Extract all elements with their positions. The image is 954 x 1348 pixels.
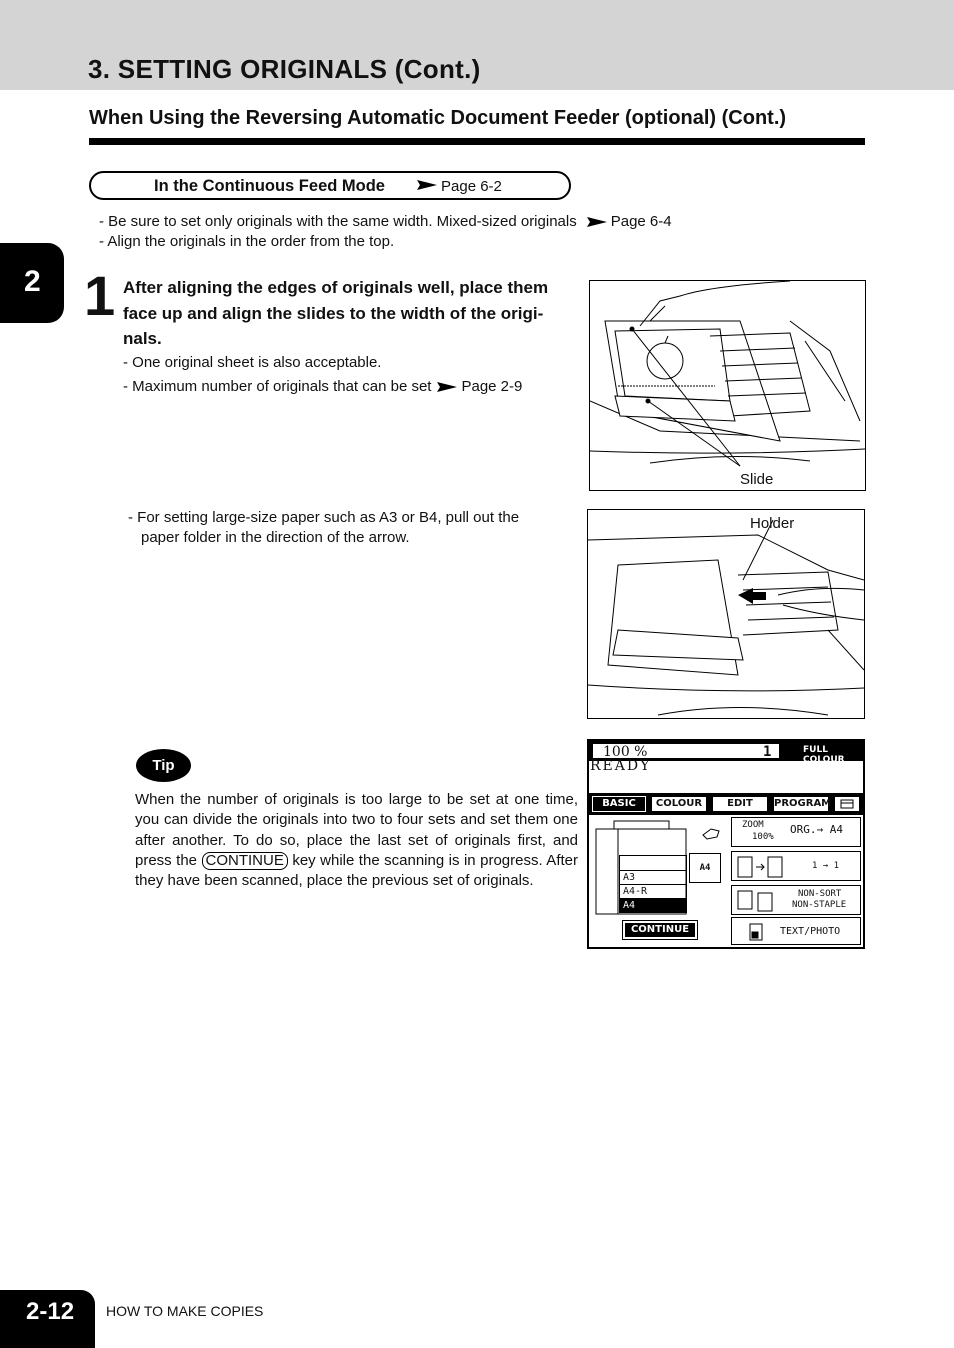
- note-same-width: [99, 213, 672, 230]
- mode-label: In the Continuous Feed Mode: [154, 177, 385, 195]
- feeder-slide-icon: [590, 281, 865, 490]
- tab-program[interactable]: PROGRAM: [773, 796, 829, 812]
- page-number-tab: [0, 1290, 95, 1348]
- note-page-ref: Page 6-4: [610, 213, 672, 230]
- note-align-order: - Align the originals in the order from the top.: [99, 233, 395, 250]
- control-panel-display: [587, 739, 865, 949]
- pointer-arrow-icon: [587, 216, 607, 228]
- section-title: 3. SETTING ORIGINALS (Cont.): [88, 54, 481, 84]
- zoom-percent: 100 %: [603, 744, 648, 760]
- tip-badge: Tip: [136, 749, 191, 782]
- continue-key-label: CONTINUE: [202, 852, 288, 870]
- sort-icon: [736, 889, 776, 913]
- tray-a3[interactable]: A3: [620, 870, 686, 884]
- tab-extra-icon[interactable]: [834, 796, 860, 812]
- chapter-number: 2: [24, 265, 41, 298]
- paper-holder-icon: [588, 510, 864, 718]
- bullet-text: - Maximum number of originals that can be set: [123, 378, 432, 395]
- zoom-button[interactable]: [731, 817, 861, 847]
- copy-count: 1: [763, 744, 772, 760]
- footer-text: HOW TO MAKE COPIES: [106, 1303, 264, 1319]
- step-bullet-max-originals: [123, 378, 522, 395]
- tray-a4[interactable]: A4: [620, 898, 686, 912]
- pointer-arrow-icon: [417, 179, 437, 191]
- pointer-arrow-icon: [437, 381, 457, 393]
- tip-text-part1: When the number of originals is too large to be set at one time, you can divide the originals into two to four sets and set them one after another. To do so, place the last set of originals first, and press the: [135, 791, 578, 869]
- tray-a4-r[interactable]: A4-R: [620, 884, 686, 898]
- title-rule: [89, 138, 865, 145]
- continuous-feed-mode-box: [89, 171, 571, 200]
- tab-colour[interactable]: COLOUR: [651, 796, 707, 812]
- percent-box: [592, 743, 780, 759]
- duplex-button[interactable]: [731, 851, 861, 881]
- large-paper-note-line2: paper folder in the direction of the arrow.: [141, 529, 410, 546]
- holder-label: Holder: [750, 515, 795, 532]
- colour-mode: FULL COLOUR: [803, 745, 845, 765]
- ready-status: READY: [590, 758, 652, 774]
- tray-list: [619, 855, 687, 913]
- step-number: 1: [84, 264, 116, 327]
- bullet-page-ref: Page 2-9: [461, 378, 523, 395]
- duplex-icon: [736, 855, 786, 879]
- tab-basic[interactable]: BASIC: [592, 796, 646, 812]
- continue-button[interactable]: CONTINUE: [623, 921, 697, 939]
- tip-text-part2: key while the scanning is in progress. After they have been scanned, place the previous set of originals.: [135, 851, 578, 890]
- sort-button[interactable]: [731, 885, 861, 915]
- document-icon: [748, 922, 764, 942]
- duplex-value: 1 → 1: [812, 861, 840, 871]
- tab-edit[interactable]: EDIT: [712, 796, 768, 812]
- chapter-tab: [0, 243, 64, 323]
- zoom-label: ZOOM: [742, 820, 764, 830]
- note-text: - Be sure to set only originals with the same width. Mixed-sized originals: [99, 213, 577, 230]
- text-photo-button[interactable]: [731, 917, 861, 945]
- hand-icon: [701, 825, 721, 841]
- sort-line1: NON-SORT: [798, 889, 842, 899]
- page-number: 2-12: [26, 1298, 75, 1325]
- zoom-ratio: ORG.→ A4: [790, 823, 843, 836]
- mode-page-ref: Page 6-2: [441, 178, 502, 195]
- large-paper-note: [128, 508, 572, 548]
- figure-holder-illustration: [587, 509, 865, 719]
- zoom-value: 100%: [752, 832, 774, 842]
- sub-title: When Using the Reversing Automatic Document Feeder (optional) (Cont.): [89, 107, 787, 129]
- paper-size-indicator: A4: [689, 853, 721, 883]
- slide-label: Slide: [740, 471, 774, 488]
- step-heading: After aligning the edges of originals well, place them face up and align the slides to the width of the origi-nals.: [123, 278, 549, 348]
- text-photo-label: TEXT/PHOTO: [780, 926, 841, 937]
- panel-tabs: [589, 793, 863, 815]
- tip-text: [135, 790, 578, 891]
- sort-line2: NON-STAPLE: [792, 900, 847, 910]
- large-paper-note-line1: - For setting large-size paper such as A3 or B4, pull out the: [128, 509, 520, 526]
- step-bullet-one-sheet: - One original sheet is also acceptable.: [123, 354, 382, 371]
- figure-slide-illustration: [589, 280, 866, 491]
